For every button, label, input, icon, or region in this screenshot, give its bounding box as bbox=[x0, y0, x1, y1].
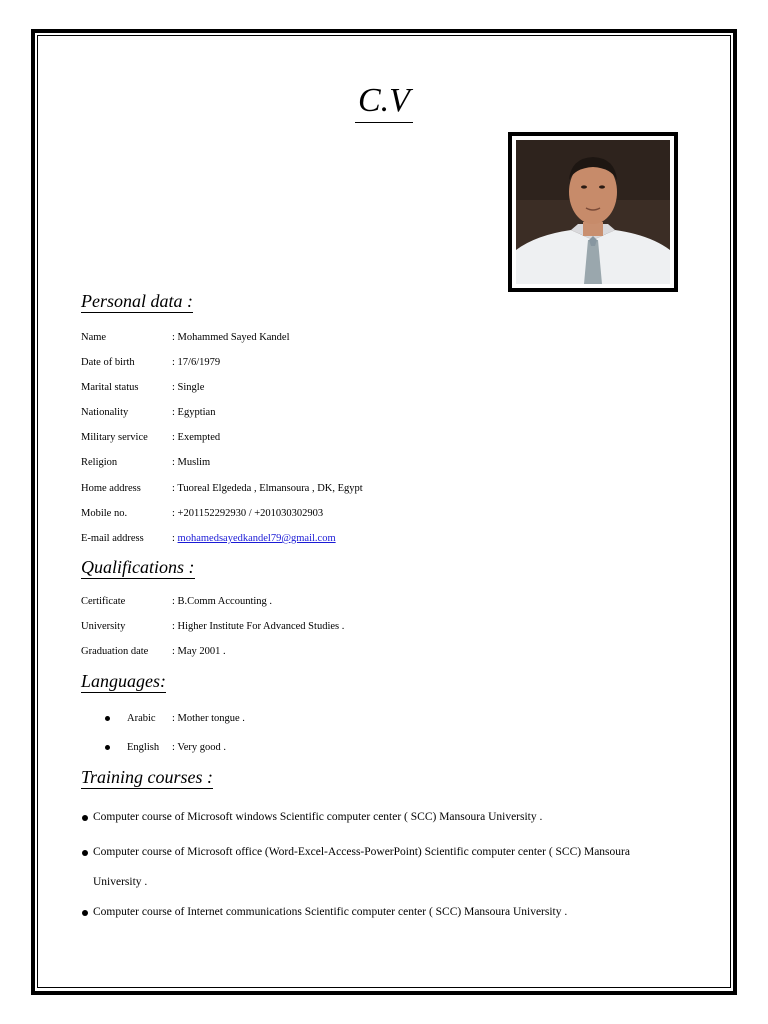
bullet-icon bbox=[82, 850, 88, 856]
language-name: English bbox=[127, 742, 160, 753]
cv-title: C.V bbox=[355, 82, 413, 123]
field-label: E-mail address bbox=[81, 533, 144, 544]
bullet-icon bbox=[82, 815, 88, 821]
section-personal-data: Personal data : bbox=[81, 291, 193, 311]
field-value: : Higher Institute For Advanced Studies . bbox=[172, 621, 345, 632]
field-value: : May 2001 . bbox=[172, 646, 226, 657]
bullet-icon bbox=[105, 716, 110, 721]
field-value: : +201152292930 / +201030302903 bbox=[172, 508, 324, 519]
email-link[interactable]: mohamedsayedkandel79@gmail.com bbox=[177, 533, 336, 544]
course-text: Computer course of Microsoft office (Word-Excel-Access-PowerPoint) Scientific computer center ( SCC) Mansoura bbox=[93, 846, 630, 858]
profile-photo-frame bbox=[508, 132, 678, 292]
course-text: University . bbox=[93, 876, 148, 888]
course-text: Computer course of Microsoft windows Scientific computer center ( SCC) Mansoura University . bbox=[93, 811, 543, 823]
section-training-courses: Training courses : bbox=[81, 767, 214, 787]
field-value: : Single bbox=[172, 382, 205, 393]
field-value bbox=[172, 532, 336, 546]
field-value: : Mohammed Sayed Kandel bbox=[172, 332, 290, 343]
field-label: Religion bbox=[81, 457, 118, 468]
field-label: Nationality bbox=[81, 407, 129, 418]
field-value: : Tuoreal Elgededa , Elmansoura , DK, Egypt bbox=[172, 483, 363, 494]
field-label: University bbox=[81, 621, 126, 632]
field-label: Marital status bbox=[81, 382, 139, 393]
field-label: Home address bbox=[81, 483, 141, 494]
field-value: : 17/6/1979 bbox=[172, 357, 221, 368]
field-label: Certificate bbox=[81, 596, 126, 607]
section-qualifications: Qualifications : bbox=[81, 557, 195, 577]
email-prefix: : bbox=[172, 533, 178, 544]
field-label: Military service bbox=[81, 432, 148, 443]
field-value: : B.Comm Accounting . bbox=[172, 596, 273, 607]
field-label: Mobile no. bbox=[81, 508, 128, 519]
language-level: : Mother tongue . bbox=[172, 713, 245, 724]
section-languages: Languages: bbox=[81, 671, 166, 691]
profile-photo bbox=[516, 140, 670, 284]
bullet-icon bbox=[105, 745, 110, 750]
bullet-icon bbox=[82, 910, 88, 916]
course-text: Computer course of Internet communications Scientific computer center ( SCC) Mansoura University . bbox=[93, 906, 568, 918]
field-label: Name bbox=[81, 332, 107, 343]
field-label: Date of birth bbox=[81, 357, 135, 368]
field-value: : Egyptian bbox=[172, 407, 216, 418]
language-name: Arabic bbox=[127, 713, 156, 724]
field-value: : Muslim bbox=[172, 457, 211, 468]
field-label: Graduation date bbox=[81, 646, 149, 657]
language-level: : Very good . bbox=[172, 742, 227, 753]
field-value: : Exempted bbox=[172, 432, 221, 443]
